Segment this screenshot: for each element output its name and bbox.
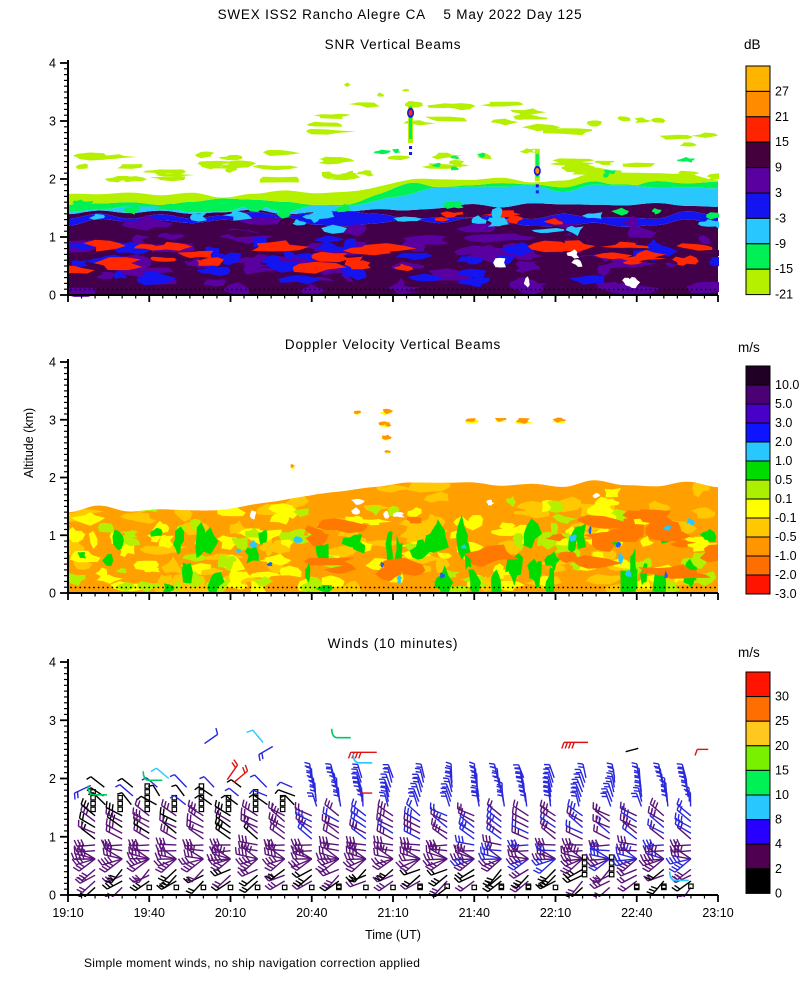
colorbar-tick-label: 27 bbox=[775, 84, 789, 99]
x-tick-label: 22:40 bbox=[621, 906, 653, 920]
colorbar-tick-label: 3 bbox=[775, 186, 782, 200]
y-tick-label: 2 bbox=[49, 772, 56, 786]
footnote-caption: Simple moment winds, no ship navigation correction applied bbox=[84, 956, 421, 970]
colorbar-tick-label: -3 bbox=[775, 211, 787, 226]
y-tick-label: 0 bbox=[49, 888, 56, 903]
doppler-colorbar-units: m/s bbox=[738, 340, 760, 355]
y-tick-label: 2 bbox=[49, 172, 56, 187]
colorbar-tick-label: -0.5 bbox=[775, 530, 797, 544]
colorbar-tick-label: 25 bbox=[775, 714, 789, 729]
y-tick-label: 4 bbox=[49, 56, 56, 71]
snr-panel-title: SNR Vertical Beams bbox=[324, 37, 462, 52]
colorbar-tick-label: -1.0 bbox=[775, 549, 797, 563]
colorbar-tick-label: 30 bbox=[775, 689, 789, 704]
x-tick-label: 19:10 bbox=[52, 906, 84, 920]
snr-colorbar bbox=[746, 66, 793, 302]
x-tick-label: 21:10 bbox=[377, 906, 409, 920]
winds-colorbar bbox=[746, 672, 789, 900]
colorbar-tick-label: 4 bbox=[775, 837, 782, 852]
colorbar-tick-label: -2.0 bbox=[775, 568, 797, 582]
colorbar-tick-label: 0 bbox=[775, 886, 782, 901]
y-tick-label: 1 bbox=[49, 230, 56, 245]
colorbar-tick-label: -9 bbox=[775, 236, 787, 251]
colorbar-tick-label: 10.0 bbox=[775, 378, 800, 392]
x-axis-label: Time (UT) bbox=[365, 928, 421, 942]
colorbar-tick-label: -0.1 bbox=[775, 511, 797, 525]
y-tick-label: 1 bbox=[49, 528, 56, 543]
page-title: SWEX ISS2 Rancho Alegre CA 5 May 2022 Day 125 bbox=[217, 7, 583, 22]
x-tick-label: 19:40 bbox=[133, 906, 165, 920]
colorbar-tick-label: -3.0 bbox=[775, 587, 797, 601]
colorbar-tick-label: 15 bbox=[775, 135, 789, 150]
x-tick-label: 20:10 bbox=[214, 906, 247, 920]
colorbar-tick-label: 0.1 bbox=[775, 492, 793, 506]
zero-gate-dotted-line bbox=[70, 587, 716, 589]
snr-contour-plot bbox=[45, 82, 728, 297]
y-tick-label: 4 bbox=[49, 655, 56, 670]
zero-gate-dotted-line bbox=[70, 289, 716, 291]
colorbar-tick-label: 0.5 bbox=[775, 473, 793, 487]
doppler-colorbar bbox=[746, 366, 799, 601]
y-tick-label: 3 bbox=[49, 713, 56, 728]
colorbar-tick-label: 3.0 bbox=[775, 416, 793, 430]
colorbar-tick-label: 2.0 bbox=[775, 435, 793, 449]
wind-barbs-plot bbox=[71, 728, 708, 900]
colorbar-tick-label: 15 bbox=[775, 763, 789, 778]
colorbar-tick-label: 21 bbox=[775, 109, 789, 124]
y-tick-label: 0 bbox=[49, 288, 56, 303]
y-tick-label: 2 bbox=[49, 471, 56, 485]
y-tick-label: 0 bbox=[49, 586, 56, 601]
winds-panel-title: Winds (10 minutes) bbox=[327, 636, 459, 651]
y-tick-label: 3 bbox=[49, 114, 56, 129]
colorbar-tick-label: 10 bbox=[775, 788, 789, 802]
x-tick-label: 23:10 bbox=[702, 906, 734, 920]
colorbar-tick-label: 1.0 bbox=[775, 454, 793, 468]
doppler-contour-plot bbox=[57, 409, 727, 601]
y-axis-label: Altitude (km) bbox=[22, 407, 36, 478]
x-tick-label: 22:10 bbox=[539, 906, 572, 920]
colorbar-tick-label: -15 bbox=[775, 262, 794, 277]
colorbar-tick-label: -21 bbox=[775, 287, 794, 302]
y-tick-label: 3 bbox=[49, 413, 56, 428]
y-tick-label: 1 bbox=[49, 830, 56, 845]
axes bbox=[49, 656, 734, 921]
colorbar-tick-label: 9 bbox=[775, 160, 782, 175]
colorbar-tick-label: 20 bbox=[775, 738, 789, 753]
colorbar-tick-label: 5.0 bbox=[775, 397, 793, 411]
colorbar-tick-label: 2 bbox=[775, 861, 782, 876]
colorbar-tick-label: 8 bbox=[775, 812, 782, 827]
snr-colorbar-units: dB bbox=[744, 37, 761, 52]
doppler-panel-title: Doppler Velocity Vertical Beams bbox=[284, 337, 502, 352]
y-tick-label: 4 bbox=[49, 355, 56, 370]
x-tick-label: 20:40 bbox=[296, 906, 328, 920]
winds-colorbar-units: m/s bbox=[738, 645, 760, 660]
x-tick-label: 21:40 bbox=[458, 906, 490, 920]
